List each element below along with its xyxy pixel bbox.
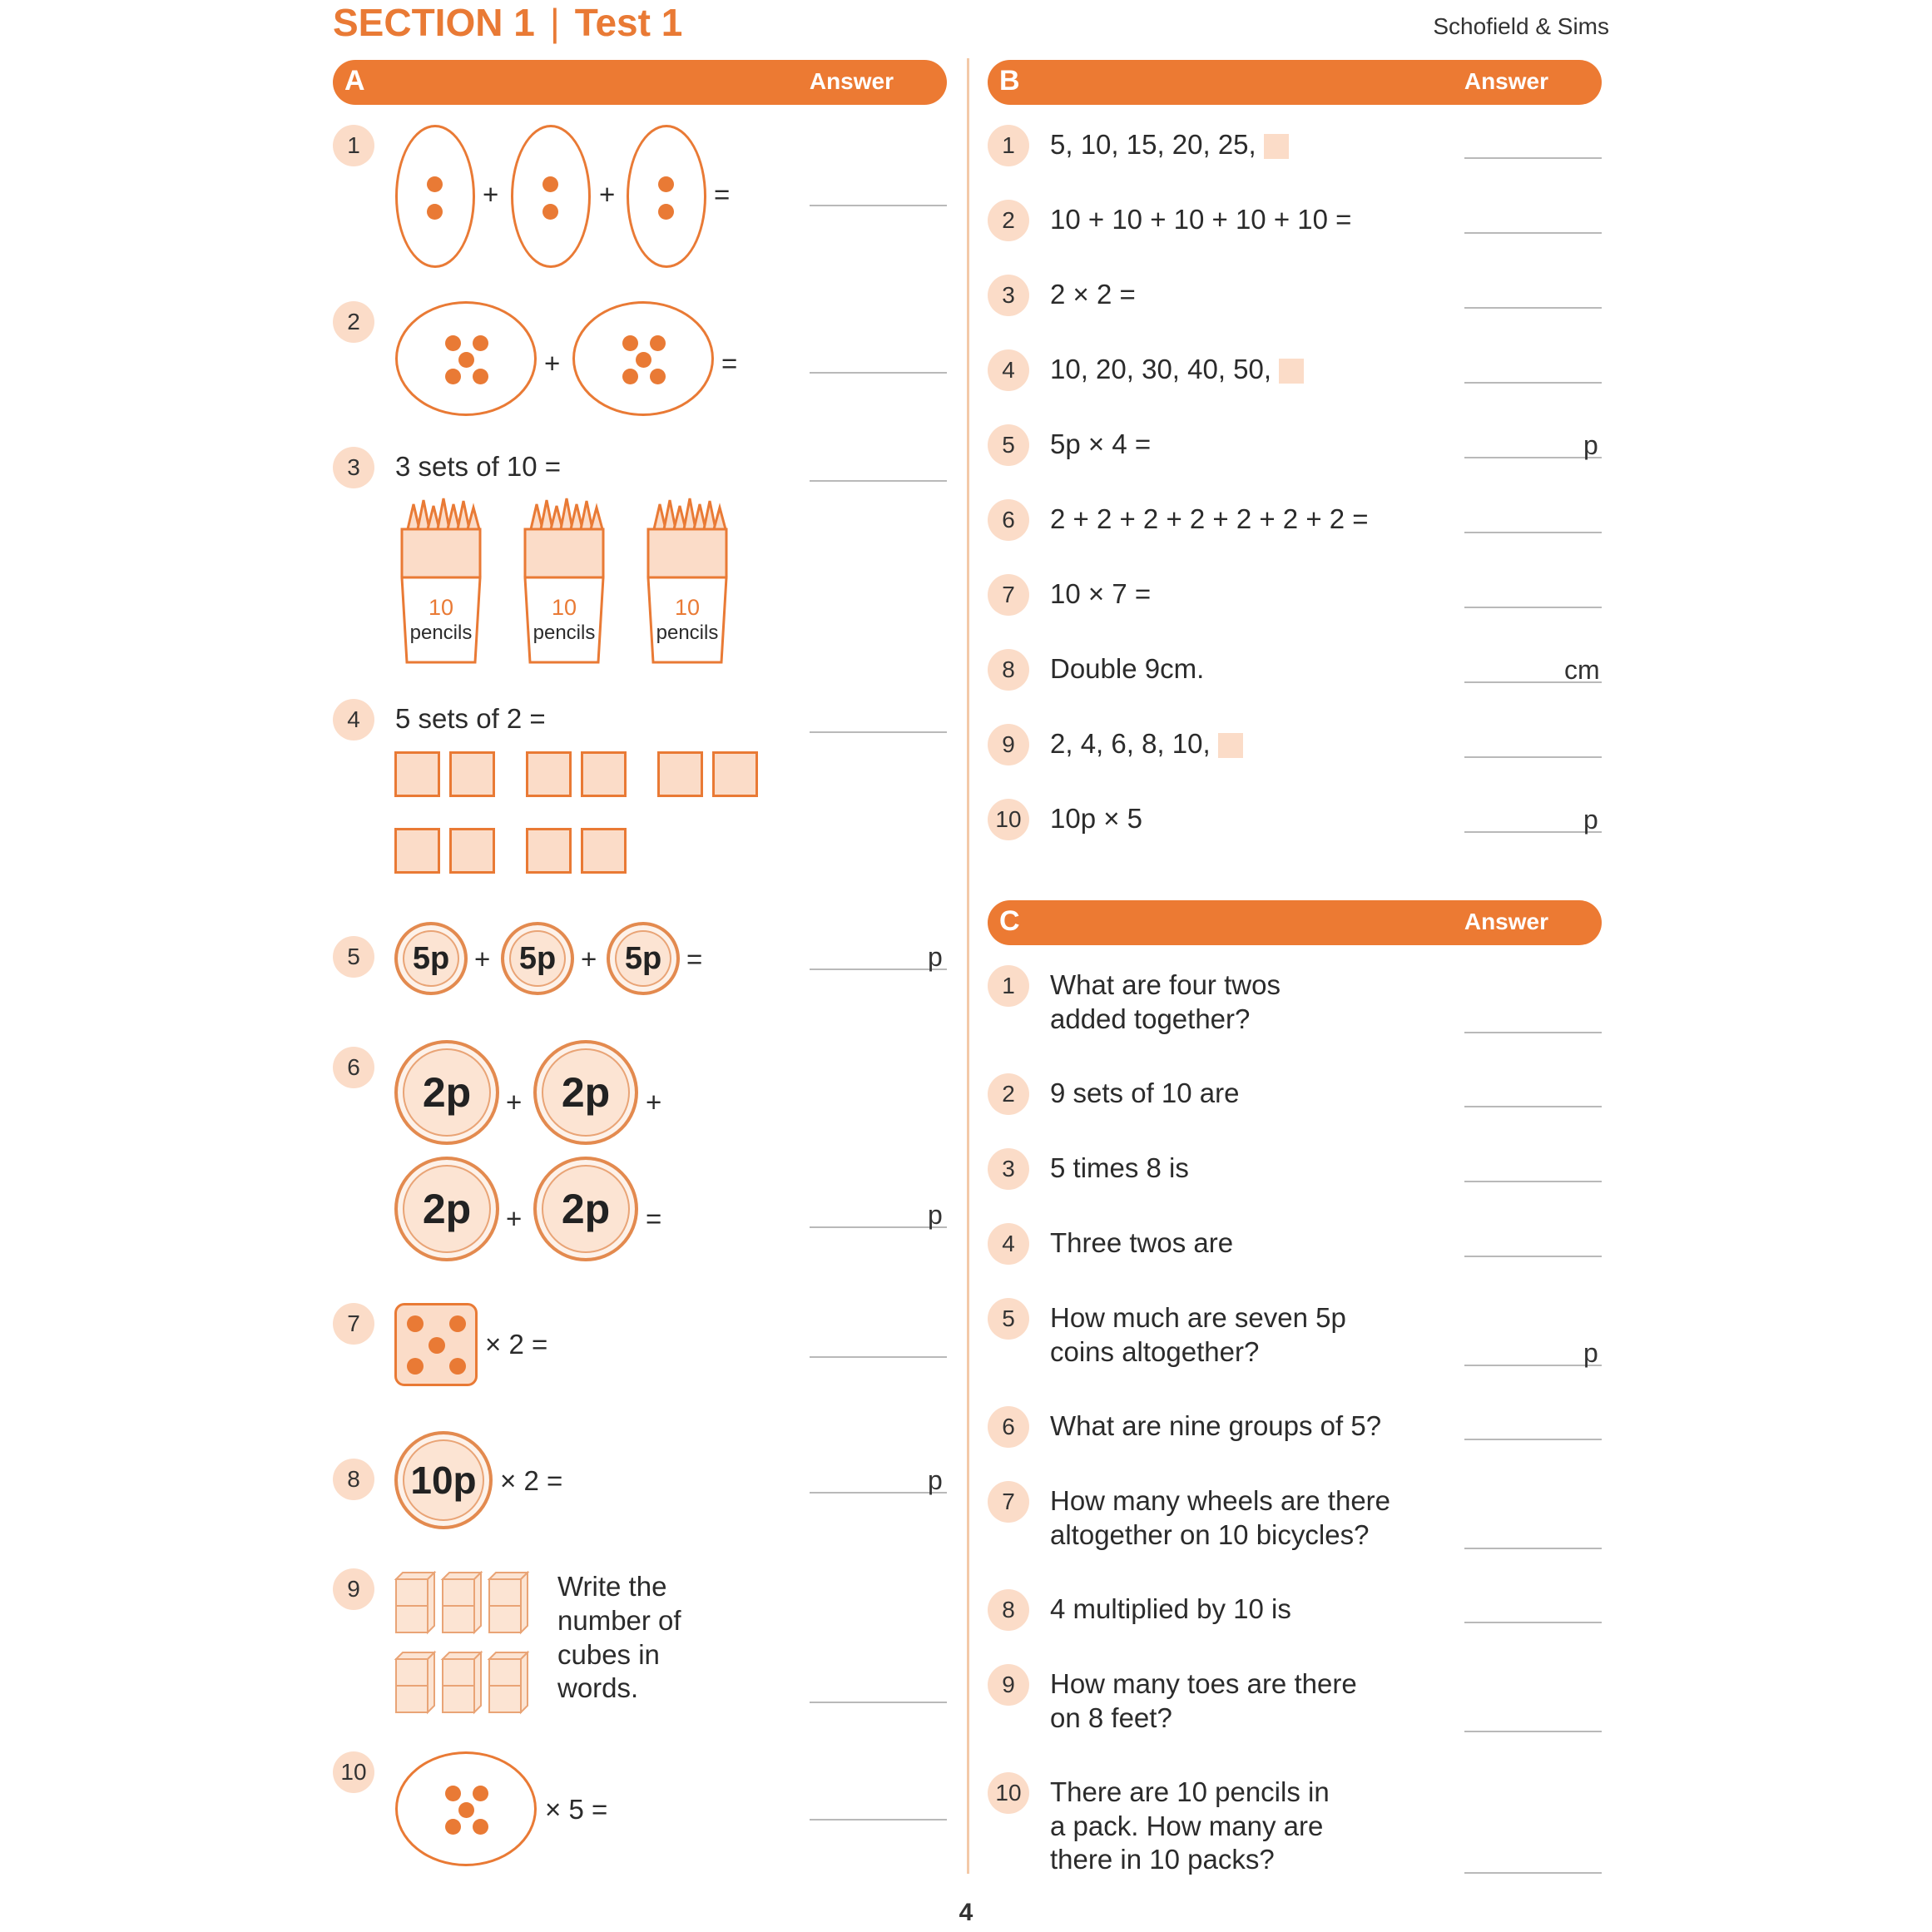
question-text: 2 + 2 + 2 + 2 + 2 + 2 + 2 = [1050, 503, 1369, 534]
question-text: words. [557, 1672, 639, 1703]
answer-line[interactable] [810, 1356, 947, 1358]
answer-unit: p [1583, 1338, 1598, 1368]
answer-line[interactable] [1464, 1181, 1602, 1182]
coin-5p: 5p [501, 922, 574, 995]
question-text: Write the [557, 1571, 667, 1602]
equals-sign: = [714, 179, 731, 210]
answer-line[interactable] [1464, 532, 1602, 533]
coin-5p: 5p [607, 922, 680, 995]
question-number: 9 [988, 724, 1029, 765]
question-number: 3 [333, 447, 374, 488]
section-a-answer-label: Answer [809, 68, 894, 94]
question-text: 10p × 5 [1050, 803, 1143, 834]
answer-line[interactable] [1464, 1256, 1602, 1257]
question-text: 5p × 4 = [1050, 429, 1152, 459]
answer-line[interactable] [1464, 1731, 1602, 1732]
pencil-cup [395, 496, 487, 666]
cup-number: 10 [428, 595, 454, 620]
column-divider [967, 58, 969, 1874]
question-number: 5 [988, 1298, 1029, 1340]
question-text: 3 sets of 10 = [395, 451, 562, 482]
coin-2p: 2p [394, 1040, 499, 1145]
question-text: What are four twos [1050, 969, 1281, 1000]
missing-number-box [1279, 359, 1304, 384]
coin-2p: 2p [394, 1157, 499, 1261]
answer-line[interactable] [1464, 232, 1602, 234]
question-text: number of [557, 1605, 681, 1636]
answer-unit: cm [1564, 655, 1600, 685]
question-text: 4 multiplied by 10 is [1050, 1593, 1291, 1624]
answer-unit: p [928, 942, 943, 972]
question-text: How many toes are there [1050, 1668, 1357, 1699]
question-number: 10 [988, 799, 1029, 840]
missing-number-box [1218, 733, 1243, 758]
section-b-letter: B [999, 65, 1020, 97]
plus-sign: + [581, 944, 597, 974]
oval-group [627, 125, 706, 268]
answer-line[interactable] [810, 372, 947, 374]
question-text: Three twos are [1050, 1227, 1234, 1258]
question-number: 8 [988, 1589, 1029, 1631]
question-text: cubes in [557, 1639, 660, 1670]
square-box [449, 751, 495, 797]
question-number: 7 [988, 574, 1029, 616]
cube-stacks [394, 1571, 536, 1721]
question-text: on 8 feet? [1050, 1702, 1172, 1733]
question-text: What are nine groups of 5? [1050, 1410, 1382, 1441]
oval-group [511, 125, 591, 268]
coin-2p: 2p [533, 1040, 638, 1145]
section-b-answer-label: Answer [1464, 68, 1548, 94]
oval-group [395, 1751, 537, 1866]
question-number: 5 [333, 936, 374, 978]
missing-number-box [1264, 134, 1289, 159]
answer-line[interactable] [1464, 607, 1602, 608]
question-number: 2 [333, 301, 374, 343]
section-c-header [988, 900, 1602, 945]
answer-unit: p [928, 1465, 943, 1495]
question-number: 7 [988, 1481, 1029, 1523]
question-number: 1 [333, 125, 374, 166]
square-box [526, 828, 572, 874]
question-text: 2 × 2 = [1050, 279, 1136, 310]
question-text: added together? [1050, 1003, 1251, 1034]
answer-line[interactable] [810, 731, 947, 733]
answer-unit: p [1583, 805, 1598, 835]
answer-line[interactable] [1464, 1548, 1602, 1549]
section-a-header [333, 60, 947, 105]
answer-line[interactable] [810, 205, 947, 206]
test-label: Test 1 [574, 1, 683, 44]
answer-line[interactable] [810, 968, 947, 970]
section-c-letter: C [999, 905, 1020, 937]
equals-sign: = [646, 1203, 662, 1234]
question-number: 9 [333, 1568, 374, 1610]
answer-line[interactable] [1464, 1439, 1602, 1440]
question-number: 3 [988, 275, 1029, 316]
question-text: 5 times 8 is [1050, 1152, 1189, 1183]
page-number: 4 [959, 1899, 973, 1926]
question-number: 3 [988, 1148, 1029, 1190]
section-b-header [988, 60, 1602, 105]
answer-line[interactable] [810, 1492, 947, 1494]
question-text: 5 sets of 2 = [395, 703, 546, 734]
square-box [581, 828, 627, 874]
question-number: 2 [988, 200, 1029, 241]
question-text: There are 10 pencils in [1050, 1776, 1330, 1807]
question-number: 6 [988, 499, 1029, 541]
plus-sign: + [506, 1203, 523, 1234]
answer-line[interactable] [810, 480, 947, 482]
plus-sign: + [599, 179, 616, 210]
answer-line[interactable] [1464, 1872, 1602, 1874]
plus-sign: + [646, 1087, 662, 1117]
question-text: 2, 4, 6, 8, 10, [1050, 728, 1243, 760]
answer-line[interactable] [810, 1226, 947, 1228]
answer-unit: p [1583, 430, 1598, 460]
question-number: 8 [333, 1459, 374, 1500]
question-number: 10 [988, 1772, 1029, 1814]
question-number: 1 [988, 125, 1029, 166]
answer-line[interactable] [1464, 457, 1602, 458]
answer-unit: p [928, 1200, 943, 1230]
title-separator: | [549, 1, 560, 44]
question-text: How much are seven 5p [1050, 1302, 1346, 1333]
plus-sign: + [506, 1087, 523, 1117]
question-number: 4 [333, 699, 374, 741]
question-text: a pack. How many are [1050, 1811, 1324, 1841]
question-text: coins altogether? [1050, 1336, 1260, 1367]
question-number: 8 [988, 649, 1029, 691]
question-number: 4 [988, 349, 1029, 391]
answer-line[interactable] [1464, 1622, 1602, 1623]
cup-label: pencils [533, 622, 596, 644]
question-number: 4 [988, 1223, 1029, 1265]
section-label: SECTION 1 [333, 1, 535, 44]
oval-group [572, 301, 714, 416]
answer-line[interactable] [1464, 307, 1602, 309]
question-number: 9 [988, 1664, 1029, 1706]
plus-sign: + [483, 179, 499, 210]
answer-line[interactable] [1464, 831, 1602, 833]
coin-5p: 5p [394, 922, 468, 995]
square-box [657, 751, 703, 797]
cup-number: 10 [674, 595, 701, 620]
plus-sign: + [544, 348, 561, 379]
question-text: 10, 20, 30, 40, 50, [1050, 354, 1304, 385]
question-text: there in 10 packs? [1050, 1844, 1275, 1875]
answer-line[interactable] [1464, 157, 1602, 159]
question-text: × 5 = [545, 1794, 608, 1825]
question-number: 7 [333, 1303, 374, 1345]
question-text: 10 + 10 + 10 + 10 + 10 = [1050, 204, 1352, 235]
square-box [526, 751, 572, 797]
plus-sign: + [474, 944, 491, 974]
answer-line[interactable] [1464, 1365, 1602, 1366]
answer-line[interactable] [810, 1702, 947, 1703]
section-a-letter: A [344, 65, 365, 97]
question-text: × 2 = [500, 1465, 563, 1496]
oval-group [395, 301, 537, 416]
square-box [394, 751, 440, 797]
square-box [712, 751, 758, 797]
question-text: Double 9cm. [1050, 653, 1205, 684]
question-number: 10 [333, 1751, 374, 1793]
square-box [581, 751, 627, 797]
question-number: 1 [988, 965, 1029, 1007]
cup-label: pencils [656, 622, 719, 644]
answer-line[interactable] [1464, 1032, 1602, 1033]
pencil-cup [518, 496, 610, 666]
question-text: 10 × 7 = [1050, 578, 1152, 609]
answer-line[interactable] [810, 1819, 947, 1821]
dice-five [394, 1303, 478, 1386]
equals-sign: = [721, 348, 738, 379]
question-number: 6 [333, 1047, 374, 1088]
square-box [394, 828, 440, 874]
question-number: 5 [988, 424, 1029, 466]
answer-line[interactable] [1464, 756, 1602, 758]
answer-line[interactable] [1464, 1106, 1602, 1107]
answer-line[interactable] [1464, 382, 1602, 384]
pencil-cup [642, 496, 733, 666]
publisher-name: Schofield & Sims [1433, 13, 1609, 39]
question-text: × 2 = [485, 1329, 548, 1360]
question-number: 2 [988, 1073, 1029, 1115]
question-number: 6 [988, 1406, 1029, 1448]
coin-10p: 10p [394, 1431, 493, 1529]
question-text: 5, 10, 15, 20, 25, [1050, 129, 1289, 161]
cup-label: pencils [409, 622, 473, 644]
question-text: How many wheels are there [1050, 1485, 1391, 1516]
page-title [333, 0, 682, 45]
question-text: altogether on 10 bicycles? [1050, 1519, 1370, 1550]
square-box [449, 828, 495, 874]
cup-number: 10 [551, 595, 577, 620]
section-c-answer-label: Answer [1464, 909, 1548, 934]
coin-2p: 2p [533, 1157, 638, 1261]
equals-sign: = [686, 944, 703, 974]
oval-group [395, 125, 475, 268]
question-text: 9 sets of 10 are [1050, 1077, 1240, 1108]
